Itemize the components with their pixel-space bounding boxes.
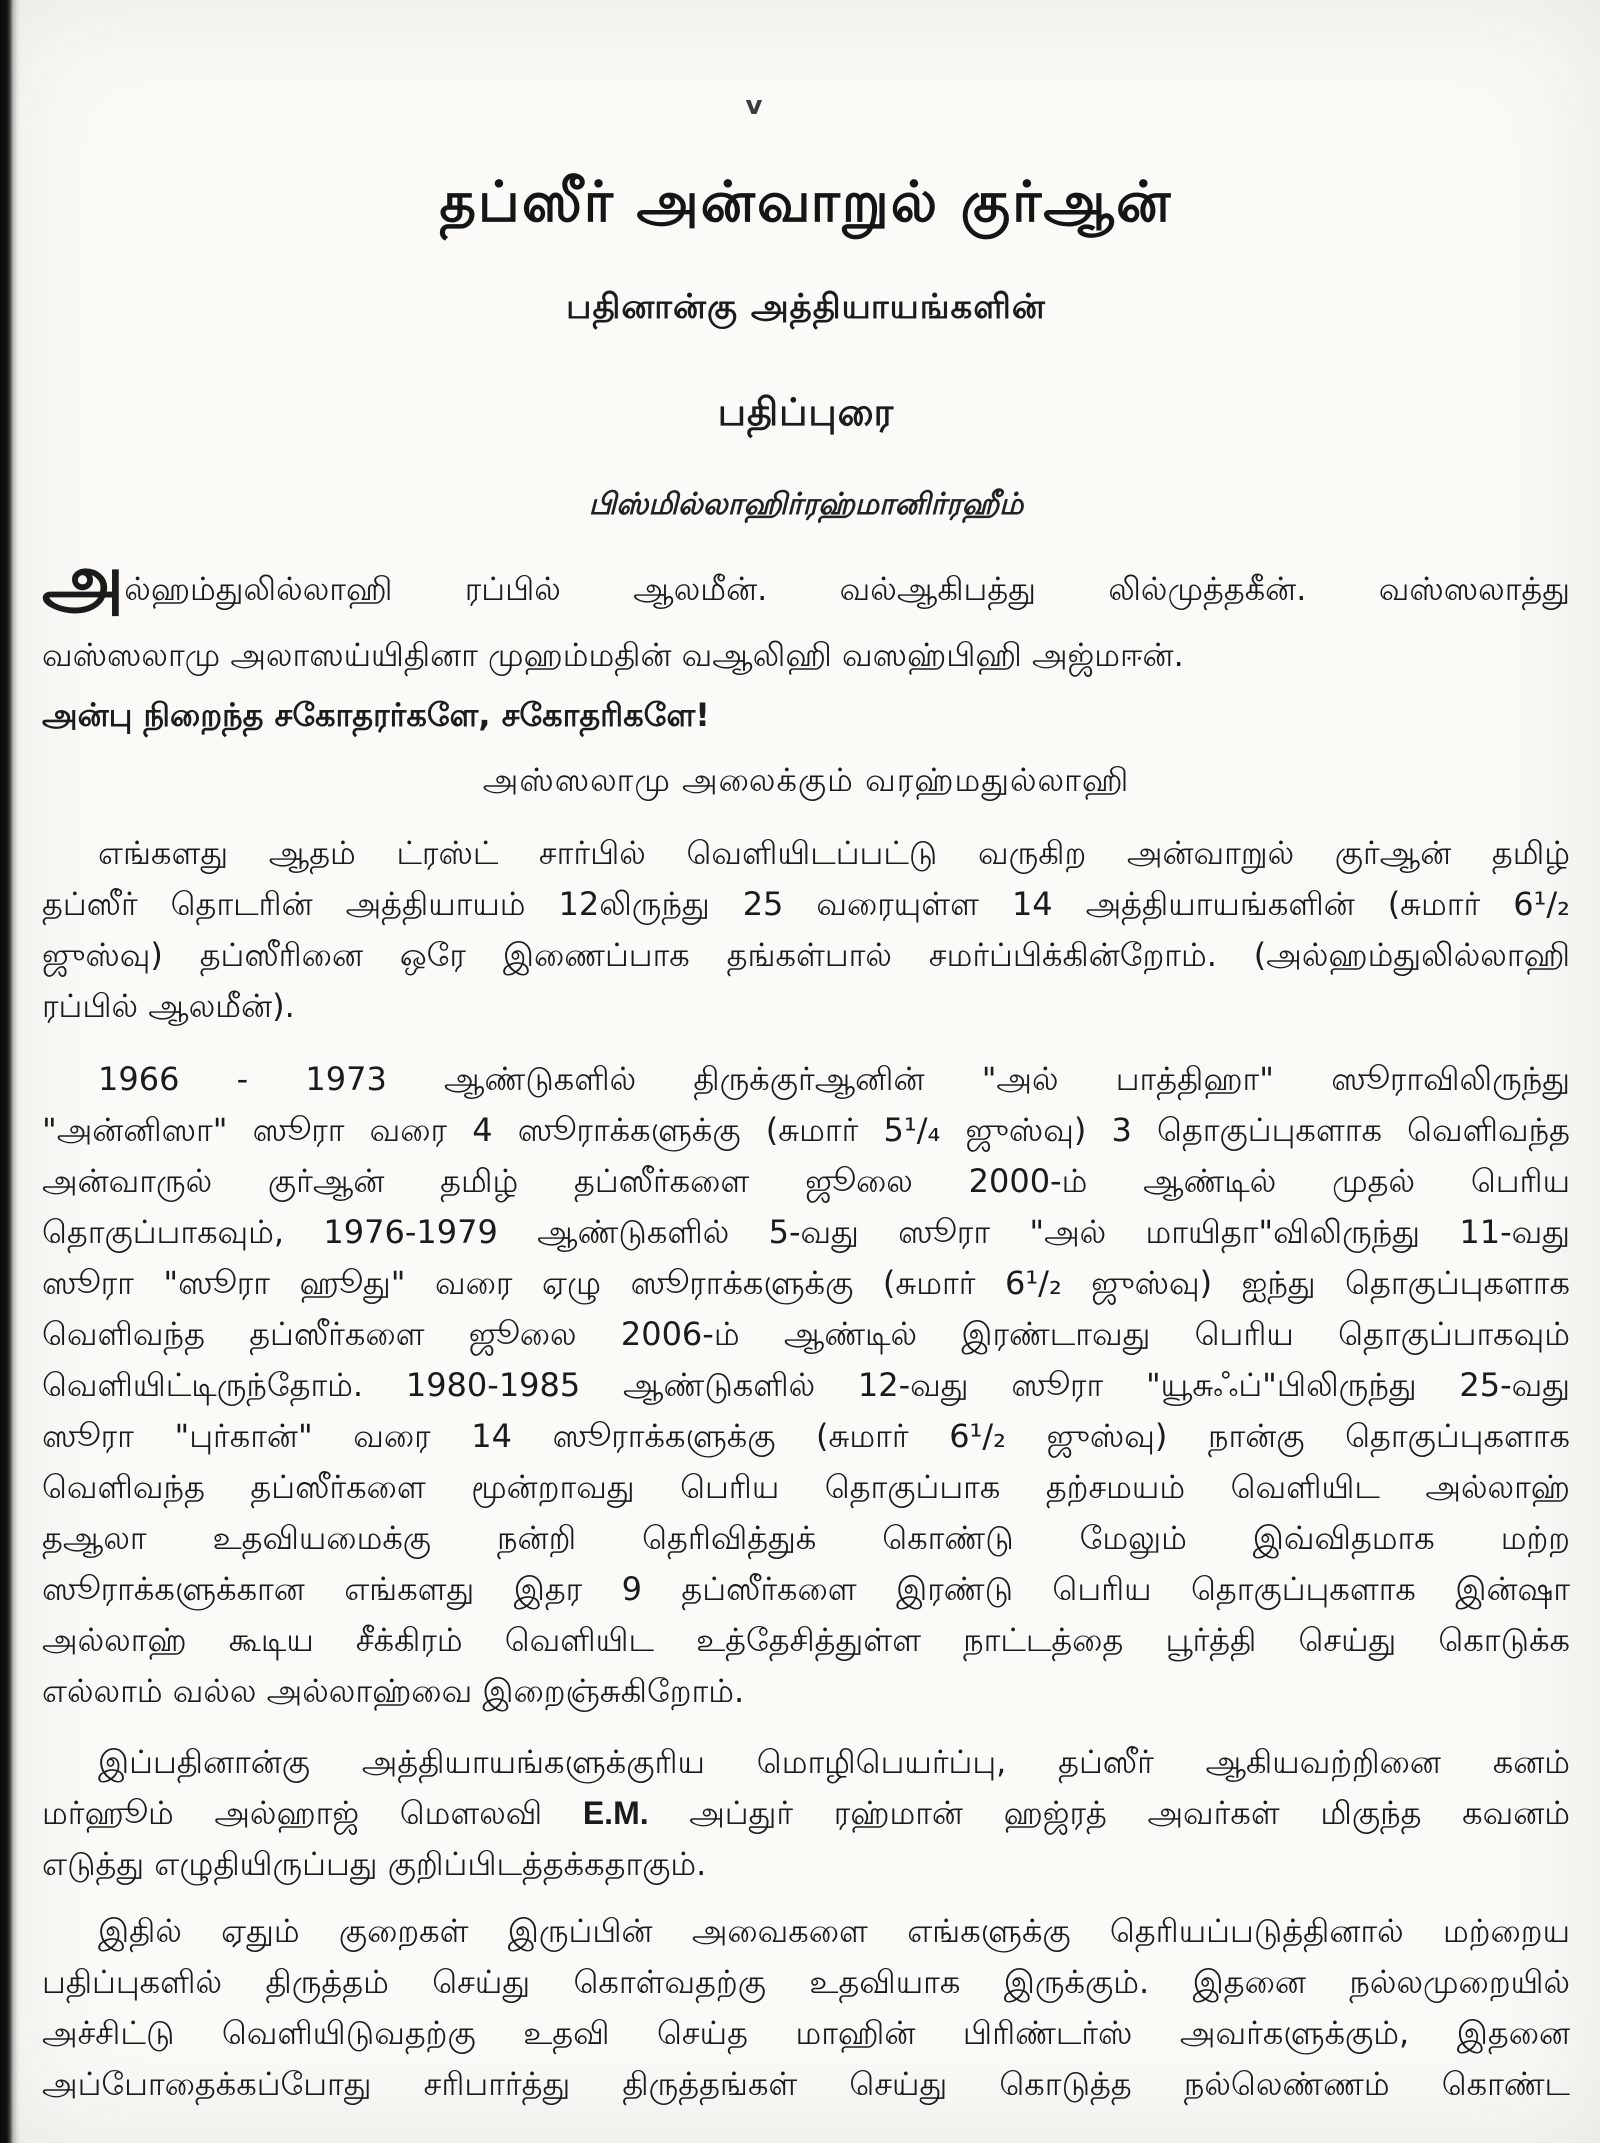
- paragraph-publication-history: [42, 1054, 1570, 1717]
- paragraph-line: எல்லாம் வல்ல அல்லாஹ்வை இறைஞ்சுகிறோம்.: [42, 1672, 745, 1710]
- section-heading: பதிப்புரை: [717, 390, 895, 434]
- paragraph-line: அன்வாருல் குர்ஆன் தமிழ் தப்ஸீர்களை ஜூலை 2000-ம் ஆண்டில் முதல் பெரிய: [42, 1162, 1570, 1200]
- paragraph-line: ரப்பில் ஆலமீன்).: [42, 987, 295, 1025]
- paragraph-submission: [42, 828, 1570, 1032]
- paragraph-line: இதில் ஏதும் குறைகள் இருப்பின் அவைகளை எங்களுக்கு தெரியப்படுத்தினால் மற்றைய: [98, 1912, 1570, 1950]
- paragraph-line: தஆலா உதவியமைக்கு நன்றி தெரிவித்துக் கொண்டு மேலும் இவ்விதமாக மற்ற: [42, 1519, 1570, 1557]
- paragraph-line: வெளியிட்டிருந்தோம். 1980-1985 ஆண்டுகளில் 12-வது ஸூரா "யூசுஃப்"பிலிருந்து 25-வது: [42, 1366, 1570, 1404]
- greeting-line: அன்பு நிறைந்த சகோதரர்களே, சகோதரிகளே!: [42, 696, 710, 734]
- paragraph-line: ஸூராக்களுக்கான எங்களது இதர 9 தப்ஸீர்களை இரண்டு பெரிய தொகுப்புகளாக இன்ஷா: [42, 1570, 1570, 1608]
- paragraph-line: [42, 1788, 1570, 1839]
- opening-line-text: ல்ஹம்துலில்லாஹி ரப்பில் ஆலமீன். வல்ஆகிபத்து லில்முத்தகீன். வஸ்ஸலாத்து: [124, 570, 1570, 608]
- drop-cap-letter: அ: [42, 538, 125, 624]
- paragraph-line: "அன்னிஸா" ஸூரா வரை 4 ஸூராக்களுக்கு (சுமார் 5¹/₄ ஜுஸ்வு) 3 தொகுப்புகளாக வெளிவந்த: [42, 1111, 1570, 1149]
- paragraph-line: இப்பதினான்கு அத்தியாயங்களுக்குரிய மொழிபெயர்ப்பு, தப்ஸீர் ஆகியவற்றினை கனம்: [98, 1743, 1570, 1781]
- paragraph-corrections: [42, 1906, 1570, 2110]
- paragraph-line: வெளிவந்த தப்ஸீர்களை மூன்றாவது பெரிய தொகுப்பாக தற்சமயம் வெளியிட அல்லாஹ்: [42, 1468, 1570, 1506]
- paragraph-line: பதிப்புகளில் திருத்தம் செய்து கொள்வதற்கு உதவியாக இருக்கும். இதனை நல்லமுறையில்: [42, 1963, 1570, 2001]
- paragraph-line: ஜுஸ்வு) தப்ஸீரினை ஒரே இணைப்பாக தங்கள்பால் சமர்ப்பிக்கின்றோம். (அல்ஹம்துலில்லாஹி: [42, 936, 1570, 974]
- salutation-line: அஸ்ஸலாமு அலைக்கும் வரஹ்மதுல்லாஹி: [482, 761, 1130, 799]
- paragraph-line: [42, 538, 1570, 624]
- translator-initials: E.M.: [582, 1795, 649, 1831]
- paragraph-translator: [42, 1737, 1570, 1890]
- paragraph-line: வஸ்ஸலாமு அலாஸய்யிதினா முஹம்மதின் வஆலிஹி வஸஹ்பிஹி அஜ்மஈன்.: [42, 636, 1184, 674]
- book-title: தப்ஸீர் அன்வாறுல் குர்ஆன்: [439, 169, 1173, 235]
- basmala-line: பிஸ்மில்லாஹிர்ரஹ்மானிர்ரஹீம்: [588, 487, 1024, 522]
- opening-paragraph: [42, 538, 1570, 688]
- paragraph-line: ஸூரா "ஸூரா ஹூது" வரை ஏழு ஸூராக்களுக்கு (சுமார் 6¹/₂ ஜுஸ்வு) ஐந்து தொகுப்புகளாக: [42, 1264, 1570, 1302]
- paragraph-line: அல்லாஹ் கூடிய சீக்கிரம் வெளியிட உத்தேசித்துள்ள நாட்டத்தை பூர்த்தி செய்து கொடுக்க: [42, 1621, 1570, 1659]
- page-number-marker: v: [745, 91, 763, 121]
- paragraph-line: எடுத்து எழுதியிருப்பது குறிப்பிடத்தக்கதாகும்.: [42, 1845, 707, 1883]
- paragraph-line: தப்ஸீர் தொடரின் அத்தியாயம் 12லிருந்து 25 வரையுள்ள 14 அத்தியாயங்களின் (சுமார் 6¹/₂: [42, 885, 1570, 923]
- translator-line-text: அப்துர் ரஹ்மான் ஹஜ்ரத் அவர்கள் மிகுந்த கவனம்: [648, 1794, 1571, 1832]
- paragraph-line: அப்போதைக்கப்போது சரிபார்த்து திருத்தங்கள் செய்து கொடுத்த நல்லெண்ணம் கொண்ட: [42, 2065, 1570, 2103]
- translator-line-text: மர்ஹூம் அல்ஹாஜ் மௌலவி: [42, 1794, 583, 1832]
- paragraph-line: எங்களது ஆதம் ட்ரஸ்ட் சார்பில் வெளியிடப்பட்டு வருகிற அன்வாறுல் குர்ஆன் தமிழ்: [98, 834, 1570, 872]
- paragraph-line: வெளிவந்த தப்ஸீர்களை ஜூலை 2006-ம் ஆண்டில் இரண்டாவது பெரிய தொகுப்பாகவும்: [42, 1315, 1571, 1353]
- paragraph-line: ஸூரா "புர்கான்" வரை 14 ஸூராக்களுக்கு (சுமார் 6¹/₂ ஜுஸ்வு) நான்கு தொகுப்புகளாக: [42, 1417, 1570, 1455]
- book-subtitle: பதினான்கு அத்தியாயங்களின்: [566, 287, 1046, 327]
- paragraph-line: அச்சிட்டு வெளியிடுவதற்கு உதவி செய்த மாஹின் பிரிண்டர்ஸ் அவர்களுக்கும், இதனை: [42, 2014, 1570, 2052]
- paragraph-line: தொகுப்பாகவும், 1976-1979 ஆண்டுகளில் 5-வது ஸூரா "அல் மாயிதா"விலிருந்து 11-வது: [42, 1213, 1570, 1251]
- paragraph-line: 1966 - 1973 ஆண்டுகளில் திருக்குர்ஆனின் "அல் பாத்திஹா" ஸூராவிலிருந்து: [98, 1060, 1570, 1098]
